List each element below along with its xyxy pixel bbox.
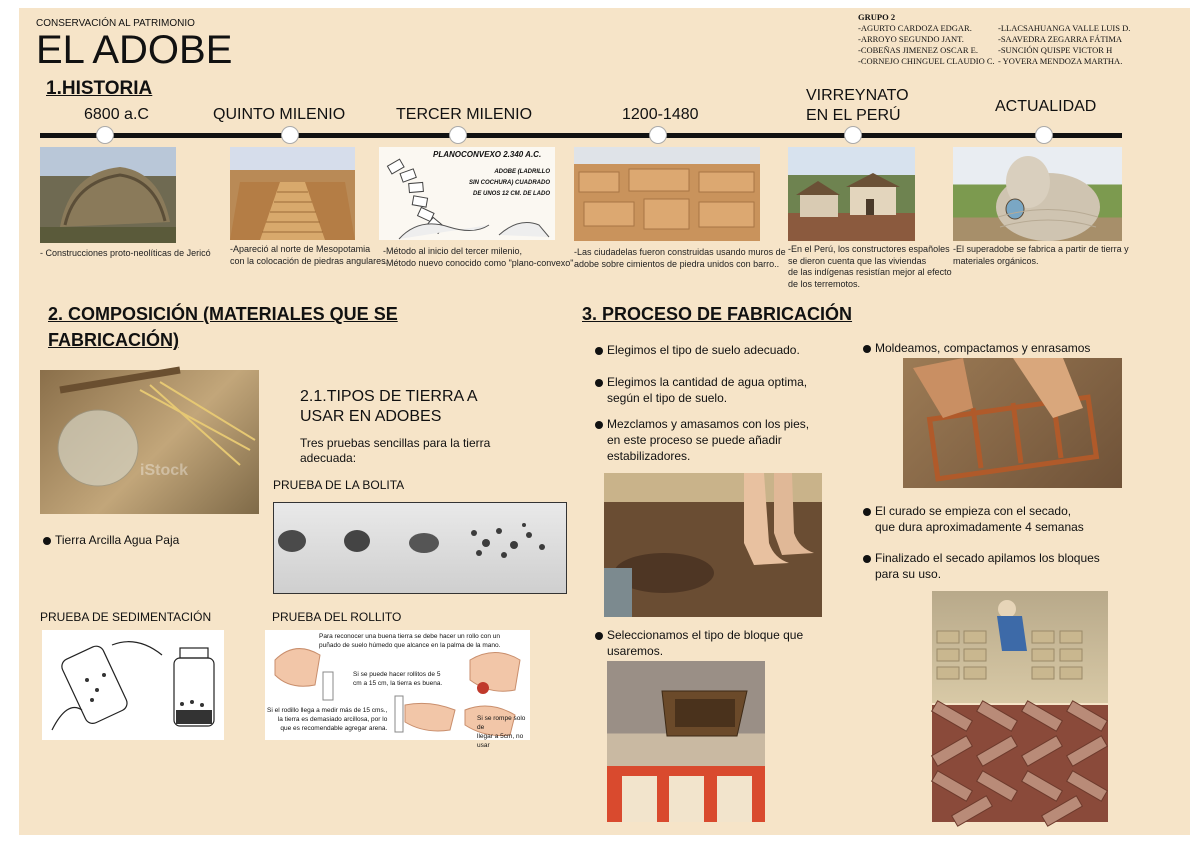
timeline-caption: -Método al inicio del tercer milenio, -Método nuevo conocido como "plano-convexo". [383,246,577,268]
materials-illustration [40,370,259,514]
section-historia-title: 1.HISTORIA [46,78,153,99]
process-step: Elegimos el tipo de suelo adecuado. [607,343,800,357]
test-rollito-label: PRUEBA DEL ROLLITO [272,610,402,624]
era-label: 6800 a.C [84,106,149,123]
timeline-marker [282,127,298,143]
houses-illustration [788,147,915,241]
rollito-good: Si se puede hacer rollitos de 5 cm a 15 cm, la tierra es buena. [353,671,443,687]
rollito-short: Si se rompe solo de llegar a 5cm, no usar [477,715,526,749]
group-member: -LLACSAHUANGA VALLE LUIS D. [998,23,1131,33]
molding-illustration [903,358,1122,488]
era-label: TERCER MILENIO [396,106,533,123]
drying-blocks-photo [932,591,1108,703]
soil-balls-illustration [274,503,566,593]
course-label: CONSERVACIÓN AL PATRIMONIO [36,18,195,29]
molding-photo [903,358,1122,488]
rollito-intro: Para reconocer una buena tierra se debe hacer un rollo con un puñado de suelo húmedo que alcance en la palma de la mano. [319,633,501,649]
era-label: QUINTO MILENIO [213,106,346,123]
group-member: -ARROYO SEGUNDO JANT. [858,34,964,44]
rollito-clay: Si el rodillo llega a medir más de 15 cms., la tierra es demasiado arcillosa, por lo que es recomendable agregar arena. [267,707,388,732]
timeline-caption: - Construcciones proto-neolíticas de Jericó [40,248,211,258]
jerico-hut-photo [40,147,176,243]
era-label: VIRREYNATO EN EL PERÚ [806,87,909,124]
materials-list: Tierra Arcilla Agua Paja [55,533,180,547]
group-member: -COBEÑAS JIMENEZ OSCAR E. [858,45,978,55]
timeline-marker [650,127,666,143]
timeline-marker [450,127,466,143]
soil-tests-intro: Tres pruebas sencillas para la tierra adecuada: [300,436,491,465]
group-label: GRUPO 2 [858,12,896,22]
stacked-blocks-photo [932,705,1108,822]
process-step: Elegimos la cantidad de agua optima, según el tipo de suelo. [607,375,808,406]
superadobe-photo [953,147,1122,241]
mixing-feet-photo [604,473,822,617]
timeline-caption: -Las ciudadelas fueron construidas usando muros de adobe sobre cimientos de piedra unidos con barro.. [574,247,786,269]
planoconvexo-diagram [379,147,555,240]
group-member: -CORNEJO CHINGUEL CLAUDIO C. [858,56,995,66]
test-bolita-label: PRUEBA DE LA BOLITA [273,478,405,492]
group-block [858,12,995,67]
chan-chan-photo [574,147,760,241]
section-proceso-title: 3. PROCESO DE FABRICACIÓN [582,304,853,324]
timeline-caption: -Apareció al norte de Mesopotamia con la colocación de piedras angulares. [230,244,389,266]
group-block-right [998,23,1130,67]
bolita-test-photo [273,502,567,594]
group-member: -SUNCIÓN QUISPE VICTOR H [998,45,1113,55]
hut-illustration [40,147,176,243]
ziggurat-photo [230,147,355,240]
citadel-illustration [574,147,760,241]
plano-title: PLANOCONVEXO 2.340 A.C. [433,150,542,159]
process-step: Finalizado el secado apilamos los bloques para su uso. [875,551,1100,582]
era-label: 1200-1480 [622,106,699,123]
jar-illustration [42,630,224,740]
drying-illustration [932,591,1108,703]
rollito-diagram [265,630,530,749]
materials-photo [40,370,259,514]
mold-illustration [607,661,765,822]
group-member: -SAAVEDRA ZEGARRA FÁTIMA [998,34,1123,44]
colonial-houses-photo [788,147,915,241]
block-mold-photo [607,661,765,822]
process-step: El curado se empieza con el secado, que dura aproximadamente 4 semanas [875,504,1084,535]
timeline-marker [1036,127,1052,143]
group-member: - YOVERA MENDOZA MARTHA. [998,56,1123,66]
plano-note: ADOBE (LADRILLO SIN COCHURA) CUADRADO DE UNOS 12 CM. DE LADO [469,169,550,197]
process-step: Mezclamos y amasamos con los pies, en este proceso se puede añadir estabilizadores. [607,417,810,464]
superadobe-illustration [953,147,1122,241]
timeline-caption: -En el Perú, los constructores españoles se dieron cuenta que las viviendas de las indígenas resistían mejor al efecto de los terremotos. [788,244,952,290]
timeline-line [40,133,1122,138]
sedimentation-drawing [42,630,224,740]
soil-types-subtitle: 2.1.TIPOS DE TIERRA A USAR EN ADOBES [300,388,478,425]
stack-illustration [932,705,1108,822]
timeline-caption: -El superadobe se fabrica a partir de tierra y materiales orgánicos. [953,244,1129,266]
group-member: -AGURTO CARDOZA EDGAR. [858,23,972,33]
feet-illustration [604,473,822,617]
photo-watermark: iStock [140,462,189,479]
page-title: EL ADOBE [36,28,233,72]
era-label: ACTUALIDAD [995,98,1097,115]
ziggurat-illustration [230,147,355,240]
process-step: Seleccionamos el tipo de bloque que usaremos. [607,628,804,659]
section-composicion-title: 2. COMPOSICIÓN (MATERIALES QUE SE FABRICACIÓN) [48,304,398,351]
timeline-marker [845,127,861,143]
timeline-marker [97,127,113,143]
test-sedimentacion-label: PRUEBA DE SEDIMENTACIÓN [40,610,212,624]
process-step: Moldeamos, compactamos y enrasamos [875,341,1091,355]
